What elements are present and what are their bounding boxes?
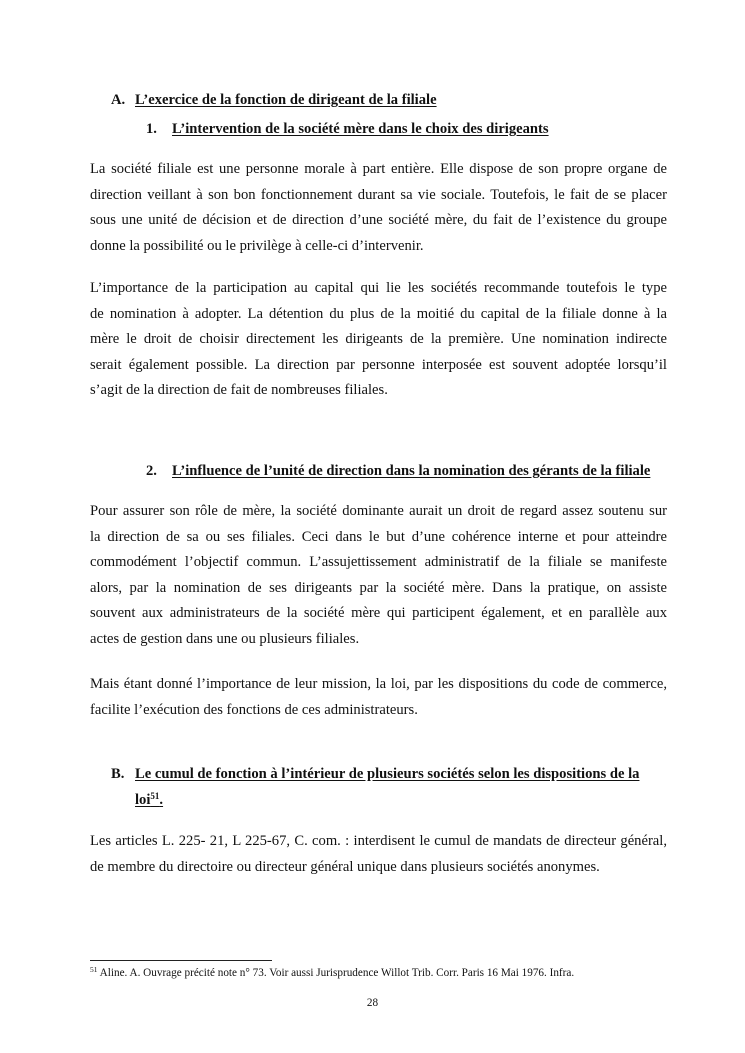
paragraph-2-line: serait également possible. La direction par personne interposée est souvent adoptée lorsqu’il	[90, 356, 667, 373]
paragraph-2-line: L’importance de la participation au capital qui lie les sociétés recommande toutefois le type	[90, 280, 667, 296]
section-b-heading	[111, 764, 639, 784]
paragraph-1-line: donne la possibilité ou le privilège à celle-ci d’intervenir.	[90, 237, 424, 254]
paragraph-2-line: de nomination à adopter. La détention du plus de la moitié du capital de la filiale donne à la	[90, 305, 667, 322]
footnote	[90, 966, 574, 980]
section-a-heading	[111, 90, 437, 110]
footnote-number: 51	[90, 965, 98, 974]
subsection-2-marker: 2.	[146, 463, 157, 479]
section-a-marker: A.	[111, 92, 126, 108]
paragraph-4	[90, 672, 667, 723]
section-b-heading-continued	[135, 790, 163, 810]
paragraph-5-line: Les articles L. 225- 21, L 225-67, C. com. : interdisent le cumul de mandats de directeur général,	[90, 833, 667, 849]
subsection-1-title: L’intervention de la société mère dans le choix des dirigeants	[172, 121, 549, 137]
paragraph-1-line: direction veillant à son bon fonctionnement durant sa vie sociale. Toutefois, le fait de se placer	[90, 186, 667, 203]
paragraph-1-line: sous une unité de décision et de direction d’une société mère, du fait de l’existence du groupe	[90, 212, 667, 228]
paragraph-1	[90, 157, 667, 259]
paragraph-3-line: actes de gestion dans une ou plusieurs filiales.	[90, 630, 360, 647]
section-b-marker: B.	[111, 766, 125, 782]
paragraph-2-line: s’agit de la direction de fait de nombreuses filiales.	[90, 382, 388, 398]
section-b-title-end: .	[159, 792, 164, 808]
paragraph-3	[90, 499, 667, 652]
paragraph-4-line: facilite l’exécution des fonctions de ces administrateurs.	[90, 701, 418, 718]
subsection-2-heading	[146, 461, 650, 481]
paragraph-1-line: La société filiale est une personne morale à part entière. Elle dispose de son propre organe de	[90, 161, 667, 177]
footnote-divider	[90, 960, 272, 961]
section-b-title-line-1: Le cumul de fonction à l’intérieur de plusieurs sociétés selon les dispositions de la	[135, 766, 640, 782]
paragraph-3-line: Pour assurer son rôle de mère, la société dominante aurait un droit de regard assez soutenu sur	[90, 503, 667, 519]
paragraph-2	[90, 276, 667, 404]
footnote-reference[interactable]: 51	[150, 791, 160, 801]
paragraph-4-line: Mais étant donné l’importance de leur mission, la loi, par les dispositions du code de commerce,	[90, 676, 667, 692]
paragraph-3-line: la direction de sa ou ses filiales. Ceci dans le but d’une cohérence interne et pour atteindre	[90, 528, 667, 545]
paragraph-3-line: alors, par la nomination de ses dirigeants par la société mère. Dans la pratique, on assiste	[90, 579, 667, 596]
section-a-title: L’exercice de la fonction de dirigeant de la filiale	[135, 92, 437, 108]
subsection-2-title: L’influence de l’unité de direction dans la nomination des gérants de la filiale	[172, 463, 651, 479]
subsection-1-heading	[146, 119, 549, 139]
paragraph-5-line: de membre du directoire ou directeur général unique dans plusieurs sociétés anonymes.	[90, 858, 600, 875]
paragraph-3-line: souvent aux administrateurs de la société mère qui participent également, et en parallèle aux	[90, 605, 667, 621]
footnote-text: Aline. A. Ouvrage précité note n° 73. Voir aussi Jurisprudence Willot Trib. Corr. Paris 16 Mai 1976. Infra.	[97, 967, 575, 979]
section-b-title-line-2: loi	[135, 792, 151, 808]
subsection-1-marker: 1.	[146, 121, 157, 137]
paragraph-3-line: commodément l’objectif commun. L’assujettissement administratif de la filiale se manifeste	[90, 554, 667, 570]
paragraph-5	[90, 829, 667, 880]
page-number: 28	[366, 997, 379, 1009]
paragraph-2-line: mère le droit de choisir directement les dirigeants de la première. Une nomination indirecte	[90, 331, 667, 347]
